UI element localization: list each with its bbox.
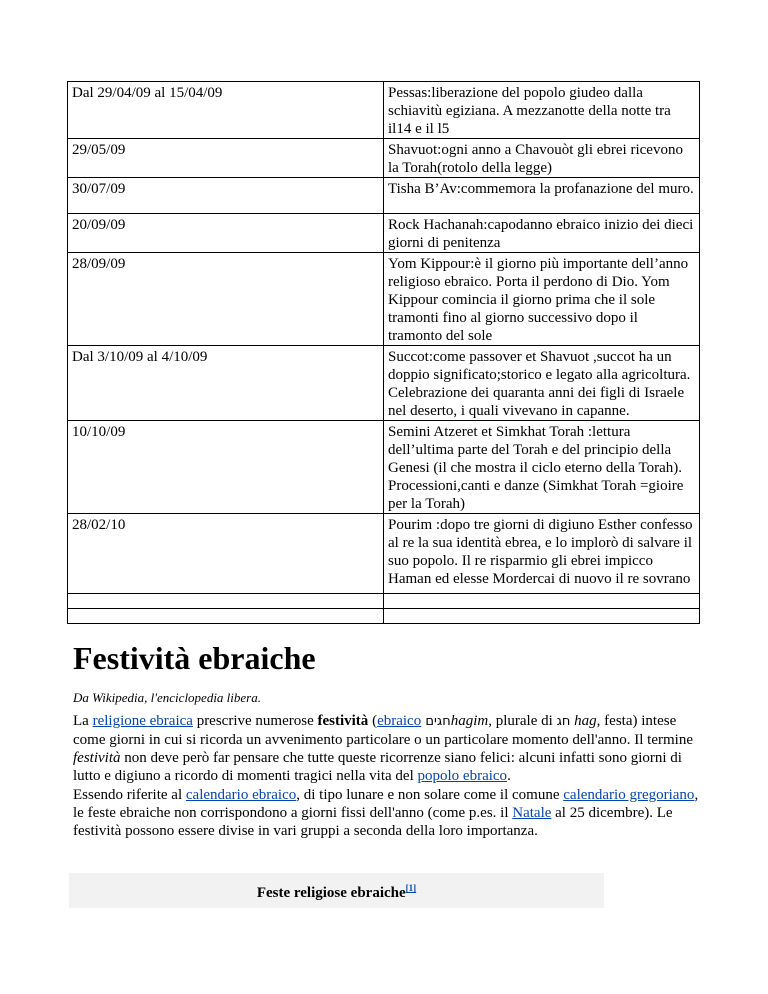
text: , plurale di	[488, 713, 557, 729]
link-calendario-ebraico[interactable]: calendario ebraico	[185, 787, 297, 803]
date-cell: 30/07/09	[68, 178, 384, 214]
date-cell: 10/10/09	[68, 421, 384, 514]
italic-term: hagim	[450, 713, 489, 729]
text: La	[73, 713, 93, 729]
table-row	[68, 421, 700, 514]
date-cell: 29/05/09	[68, 139, 384, 178]
bold-term: festività	[317, 713, 369, 729]
hebrew-text: חג	[556, 714, 571, 729]
text: , le feste ebraiche non corrispondono a giorni fissi dell'anno (come p.es. il	[73, 787, 699, 821]
page-subtitle: Da Wikipedia, l'enciclopedia libera.	[73, 690, 261, 705]
calendar-paragraph	[73, 786, 703, 840]
description-cell: Yom Kippour:è il giorno più importante dell’anno religioso ebraico. Porta il perdono di Dio. Yom Kippour comincia il giorno prima che il sole tramonti fino al giorno successivo dopo il tramonto del sole	[384, 253, 700, 346]
holidays-table	[67, 81, 700, 624]
date-cell: 28/09/09	[68, 253, 384, 346]
table-row	[68, 346, 700, 421]
description-cell: Succot:come passover et Shavuot ,succot ha un doppio significato;storico e legato alla agricoltura. Celebrazione dei quaranta anni dei figli di Israele nel deserto, i quali vivevano in capanne.	[384, 346, 700, 421]
infobox-title	[69, 883, 604, 902]
empty-cell	[68, 594, 384, 609]
link-religione-ebraica[interactable]: religione ebraica	[92, 713, 193, 729]
text: , di tipo lunare e non solare come il comune	[296, 787, 564, 803]
description-cell: Rock Hachanah:capodanno ebraico inizio dei dieci giorni di penitenza	[384, 214, 700, 253]
text: Essendo riferite al	[73, 787, 186, 803]
hebrew-text: חגים	[421, 714, 451, 729]
link-ebraico[interactable]: ebraico	[377, 713, 422, 729]
empty-cell	[68, 609, 384, 624]
text: , festa) intese come giorni in cui si ricorda un avvenimento particolare o un particolare momento dell'anno. Il termine	[73, 713, 693, 748]
italic-term: hag	[574, 713, 597, 729]
date-cell: Dal 3/10/09 al 4/10/09	[68, 346, 384, 421]
italic-term: festività	[73, 750, 121, 766]
infobox-title-text: Feste religiose ebraiche	[256, 885, 406, 901]
table-row	[68, 139, 700, 178]
link-natale[interactable]: Natale	[512, 805, 552, 821]
text: (	[368, 713, 378, 729]
reference-link[interactable]: [1]	[405, 883, 417, 893]
intro-paragraph	[73, 712, 703, 785]
description-cell: Pessas:liberazione del popolo giudeo dalla schiavitù egiziana. A mezzanotte della notte tra il14 e il l5	[384, 82, 700, 139]
description-cell: Shavuot:ogni anno a Chavouòt gli ebrei ricevono la Torah(rotolo della legge)	[384, 139, 700, 178]
table-row	[68, 82, 700, 139]
date-cell: 20/09/09	[68, 214, 384, 253]
table-row-empty	[68, 594, 700, 609]
empty-cell	[384, 609, 700, 624]
page-title: Festività ebraiche	[73, 640, 316, 676]
text: non deve però far pensare che tutte queste ricorrenze siano felici: alcuni infatti sono giorni di lutto e digiuno a ricordo di momenti tragici nella vita del	[73, 750, 682, 784]
table-row-empty	[68, 609, 700, 624]
text: prescrive numerose	[192, 713, 318, 729]
table-row	[68, 214, 700, 253]
text: .	[507, 768, 511, 784]
table-row	[68, 514, 700, 594]
link-calendario-gregoriano[interactable]: calendario gregoriano	[563, 787, 695, 803]
description-cell: Semini Atzeret et Simkhat Torah :lettura dell’ultima parte del Torah e del principio della Genesi (il che mostra il ciclo eterno della Torah). Processioni,canti e danze (Simkhat Torah =gioire per la Torah)	[384, 421, 700, 514]
date-cell: Dal 29/04/09 al 15/04/09	[68, 82, 384, 139]
description-cell: Pourim :dopo tre giorni di digiuno Esther confesso al re la sua identità ebrea, e lo implorò di salvare il suo popolo. Il re risparmio gli ebrei impicco Haman ed elesse Mordercai di nuovo il re sovrano	[384, 514, 700, 594]
table-row	[68, 253, 700, 346]
description-cell: Tisha B’Av:commemora la profanazione del muro.	[384, 178, 700, 214]
empty-cell	[384, 594, 700, 609]
infobox	[69, 873, 604, 908]
text: al 25 dicembre). Le festività possono essere divise in vari gruppi a seconda della loro importanza.	[73, 805, 673, 839]
link-popolo-ebraico[interactable]: popolo ebraico	[417, 768, 508, 784]
table-row	[68, 178, 700, 214]
date-cell: 28/02/10	[68, 514, 384, 594]
